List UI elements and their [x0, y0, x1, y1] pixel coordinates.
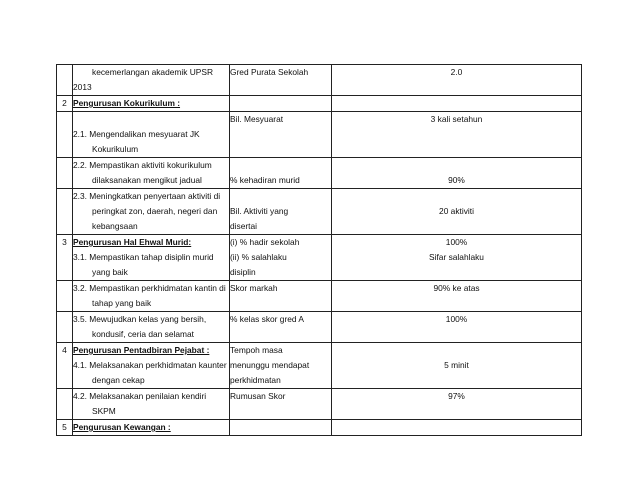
target-cell: [332, 96, 582, 112]
activity-cell: 4.2. Melaksanakan penilaian kendiri SKPM: [73, 389, 230, 420]
target-cell: 90%: [332, 158, 582, 189]
section-heading: Pengurusan Kokurikulum :: [73, 98, 181, 108]
target-cell: 2.0: [332, 65, 582, 96]
indicator-cell: [230, 96, 332, 112]
target-cell: 5 minit: [332, 343, 582, 389]
table-row: [57, 420, 582, 436]
indicator-cell: Bil. Aktiviti yang disertai: [230, 189, 332, 235]
indicator-cell: (i) % hadir sekolah (ii) % salahlaku disiplin: [230, 235, 332, 281]
row-number: [57, 389, 73, 420]
activity-cell: [73, 420, 230, 436]
indicator-cell: Skor markah: [230, 281, 332, 312]
indicator-cell: Gred Purata Sekolah: [230, 65, 332, 96]
indicator-cell: Bil. Mesyuarat: [230, 112, 332, 158]
row-number: [57, 112, 73, 158]
table-row: [57, 158, 582, 189]
table-row: [57, 112, 582, 158]
activity-cell: 2.2. Mempastikan aktiviti kokurikulum dilaksanakan mengikut jadual: [73, 158, 230, 189]
section-heading: Pengurusan Kewangan :: [73, 422, 171, 432]
target-cell: 20 aktiviti: [332, 189, 582, 235]
section-heading: Pengurusan Hal Ehwal Murid:: [73, 237, 192, 247]
target-cell: 3 kali setahun: [332, 112, 582, 158]
indicator-cell: % kelas skor gred A: [230, 312, 332, 343]
table-row: [57, 65, 582, 96]
table-row: [57, 189, 582, 235]
row-number: 4: [57, 343, 73, 389]
indicator-cell: Tempoh masa menunggu mendapat perkhidmatan: [230, 343, 332, 389]
activity-cell: [73, 96, 230, 112]
target-cell: 90% ke atas: [332, 281, 582, 312]
target-cell: 100%: [332, 312, 582, 343]
table-row: [57, 312, 582, 343]
row-number: [57, 158, 73, 189]
indicator-cell: Rumusan Skor: [230, 389, 332, 420]
target-cell: 97%: [332, 389, 582, 420]
table-row: [57, 281, 582, 312]
activity-cell: 2.1. Mengendalikan mesyuarat JK Kokurikulum: [73, 112, 230, 158]
row-number: [57, 281, 73, 312]
targets-table: [56, 64, 582, 436]
row-number: [57, 189, 73, 235]
table-row: [57, 96, 582, 112]
table-row: [57, 235, 582, 281]
row-number: 2: [57, 96, 73, 112]
activity-cell: 2.3. Meningkatkan penyertaan aktiviti di peringkat zon, daerah, negeri dan kebangsaan: [73, 189, 230, 235]
activity-cell: kecemerlangan akademik UPSR 2013: [73, 65, 230, 96]
activity-cell: Pengurusan Pentadbiran Pejabat : 4.1. Melaksanakan perkhidmatan kaunter dengan cekap: [73, 343, 230, 389]
target-cell: 100% Sifar salahlaku: [332, 235, 582, 281]
row-number: [57, 312, 73, 343]
section-heading: Pengurusan Pentadbiran Pejabat :: [73, 345, 210, 355]
activity-cell: 3.2. Mempastikan perkhidmatan kantin di tahap yang baik: [73, 281, 230, 312]
indicator-cell: % kehadiran murid: [230, 158, 332, 189]
row-number: [57, 65, 73, 96]
target-cell: [332, 420, 582, 436]
activity-cell: Pengurusan Hal Ehwal Murid: 3.1. Mempastikan tahap disiplin murid yang baik: [73, 235, 230, 281]
row-number: 5: [57, 420, 73, 436]
table-row: [57, 389, 582, 420]
table-row: [57, 343, 582, 389]
indicator-cell: [230, 420, 332, 436]
activity-cell: 3.5. Mewujudkan kelas yang bersih, kondusif, ceria dan selamat: [73, 312, 230, 343]
row-number: 3: [57, 235, 73, 281]
